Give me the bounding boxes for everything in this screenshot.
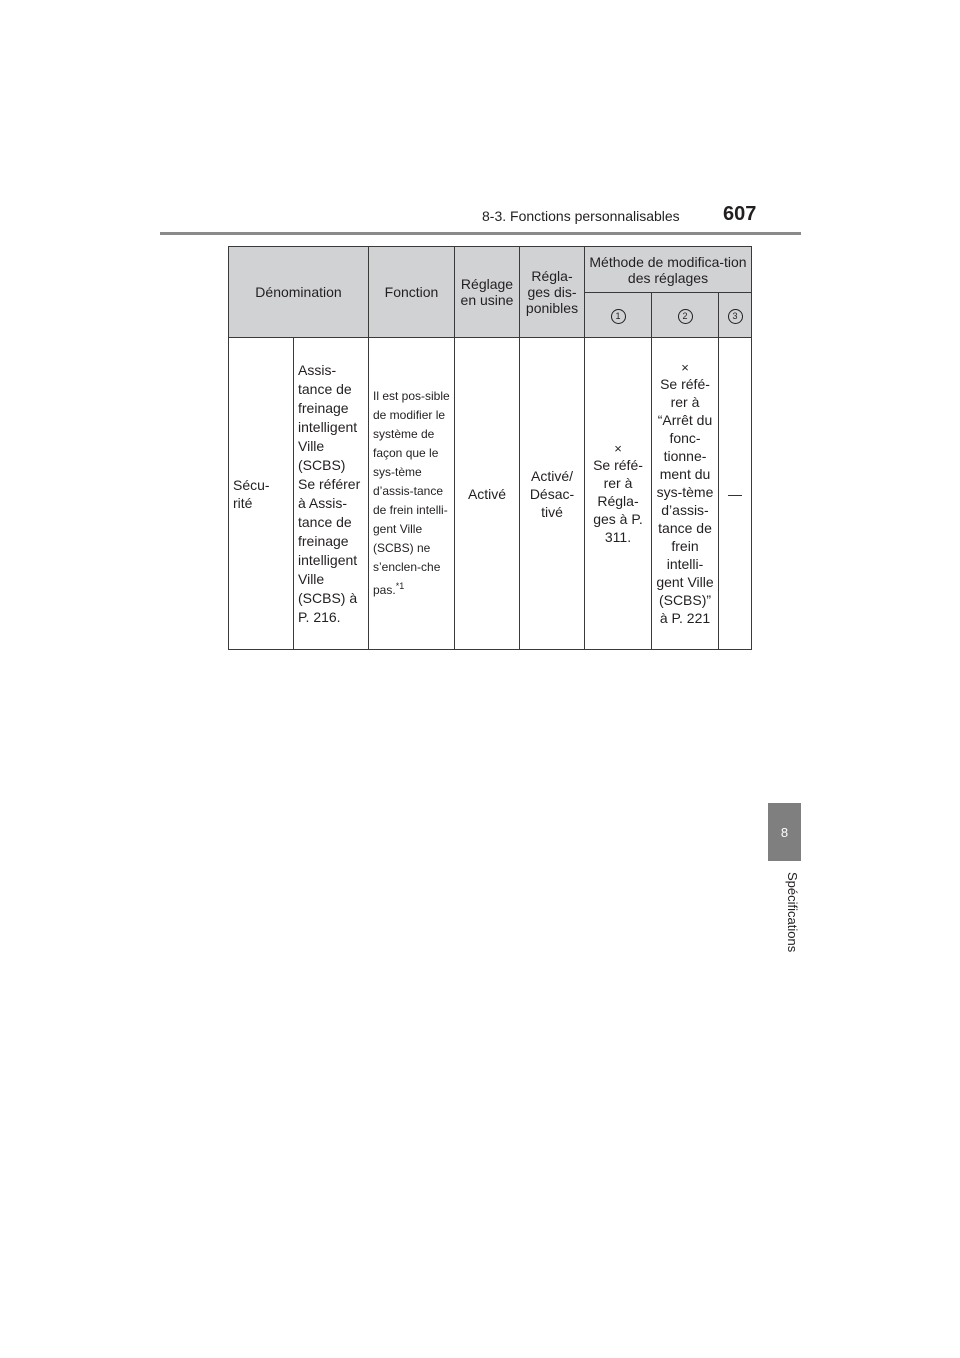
header-method-2 bbox=[652, 293, 719, 338]
header-method-3 bbox=[719, 293, 752, 338]
circled-number: 1 bbox=[611, 309, 626, 324]
header-fonction: Fonction bbox=[369, 247, 455, 338]
cell-reglage-usine: Activé bbox=[455, 338, 520, 650]
footnote-marker: *1 bbox=[395, 581, 405, 591]
chapter-tab bbox=[768, 803, 801, 861]
header-divider bbox=[160, 232, 801, 235]
cell-method-1 bbox=[585, 338, 652, 650]
cell-method-2 bbox=[652, 338, 719, 650]
header-method-1 bbox=[585, 293, 652, 338]
cross-icon: × bbox=[681, 359, 689, 375]
page-number: 607 bbox=[723, 203, 757, 225]
table-row bbox=[229, 338, 752, 650]
chapter-number: 8 bbox=[780, 824, 789, 840]
header-methode: Méthode de modifica-tion des réglages bbox=[585, 247, 752, 293]
cell-reglages-disponibles: Activé/ Désac-tivé bbox=[520, 338, 585, 650]
chapter-label: Spécifications bbox=[785, 872, 800, 953]
header-denomination: Dénomination bbox=[229, 247, 369, 338]
circled-number: 2 bbox=[678, 309, 693, 324]
cell-denomination: Sécu-rité bbox=[229, 338, 294, 650]
header-reglage-usine: Réglage en usine bbox=[455, 247, 520, 338]
cell-fonction-title: Assis-tance de freinage intelligent Ville (SCBS) Se référer à Assis-tance de freinage intelligent Ville (SCBS) à P. 216. bbox=[294, 338, 369, 650]
cell-method-3: — bbox=[719, 338, 752, 650]
cross-icon: × bbox=[614, 440, 622, 456]
section-title: 8-3. Fonctions personnalisables bbox=[482, 208, 680, 224]
description-text: Il est pos-sible de modifier le système de façon que le sys-tème d’assis-tance de frein intelli-gent Ville (SCBS) ne s’enclen-che pas. bbox=[373, 389, 450, 597]
circled-number: 3 bbox=[728, 309, 743, 324]
method-1-text: Se réfé-rer à Régla-ges à P. 311. bbox=[593, 456, 643, 545]
header-reglages-disponibles: Régla-ges dis-ponibles bbox=[520, 247, 585, 338]
cell-fonction-description bbox=[369, 338, 455, 650]
method-2-text: Se réfé-rer à “Arrêt du fonc-tionne-ment du sys-tème d’assis-tance de frein intelli-gent Ville (SCBS)” à P. 221 bbox=[656, 375, 714, 626]
customization-table bbox=[228, 246, 752, 650]
